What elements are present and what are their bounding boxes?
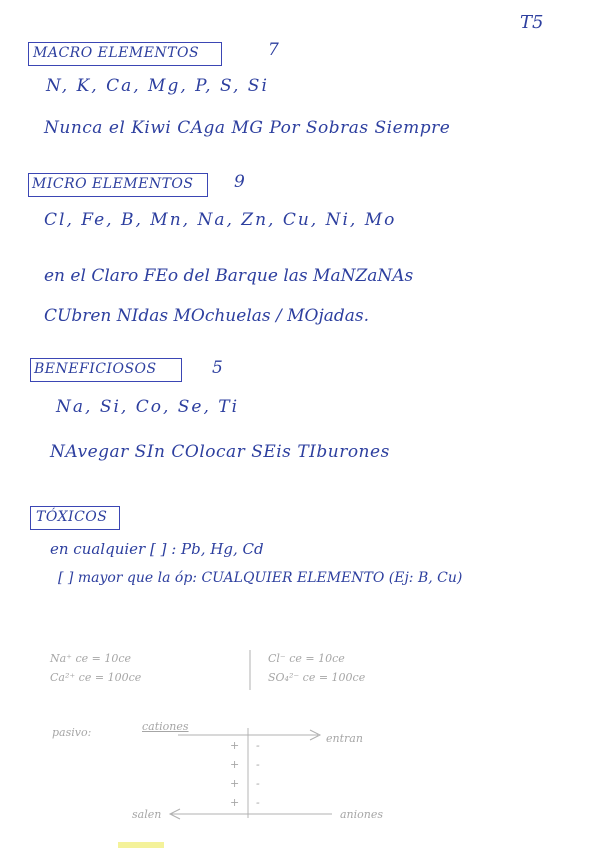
minus-sign: -	[256, 777, 260, 790]
micro-mnemonic-line1: en el Claro FEo del Barque las MaNZaNAs	[44, 266, 414, 286]
plus-sign: +	[230, 758, 240, 771]
plus-sign: +	[230, 739, 240, 752]
plus-sign: +	[230, 777, 240, 790]
toxicos-heading: TÓXICOS	[36, 509, 108, 525]
beneficiosos-mnemonic: NAvegar SIn COlocar SEis TIburones	[50, 442, 390, 462]
macro-heading: MACRO ELEMENTOS	[33, 45, 200, 61]
pencil-row2-right: SO₄²⁻ ce = 100ce	[268, 671, 366, 684]
salen-label: salen	[132, 808, 162, 821]
macro-symbols: N, K, Ca, Mg, P, S, Si	[46, 76, 269, 96]
entran-label: entran	[326, 732, 363, 745]
minus-sign: -	[256, 739, 260, 752]
pasivo-label: pasivo:	[52, 726, 92, 739]
pencil-row1-right: Cl⁻ ce = 10ce	[268, 652, 345, 665]
macro-mnemonic: Nunca el Kiwi CAga MG Por Sobras Siempre	[44, 118, 451, 138]
toxicos-line1: en cualquier [ ] : Pb, Hg, Cd	[50, 540, 264, 558]
micro-count: 9	[234, 172, 245, 192]
page-id: T5	[520, 12, 544, 33]
micro-symbols: Cl, Fe, B, Mn, Na, Zn, Cu, Ni, Mo	[44, 210, 397, 230]
pencil-row2-left: Ca²⁺ ce = 100ce	[50, 671, 142, 684]
minus-sign: -	[256, 796, 260, 809]
micro-mnemonic-line2: CUbren NIdas MOchuelas / MOjadas.	[44, 306, 370, 326]
minus-sign: -	[256, 758, 260, 771]
cationes-label: cationes	[142, 720, 189, 733]
aniones-label: aniones	[340, 808, 384, 821]
beneficiosos-symbols: Na, Si, Co, Se, Ti	[56, 397, 240, 417]
micro-heading: MICRO ELEMENTOS	[32, 176, 194, 192]
beneficiosos-heading: BENEFICIOSOS	[34, 361, 157, 377]
pencil-row1-left: Na⁺ ce = 10ce	[50, 652, 132, 665]
toxicos-line2: [ ] mayor que la óp: CUALQUIER ELEMENTO (Ej: B, Cu)	[58, 570, 463, 586]
plus-sign: +	[230, 796, 240, 809]
macro-count: 7	[268, 40, 279, 60]
beneficiosos-count: 5	[212, 358, 223, 378]
highlighter-mark	[118, 842, 164, 848]
